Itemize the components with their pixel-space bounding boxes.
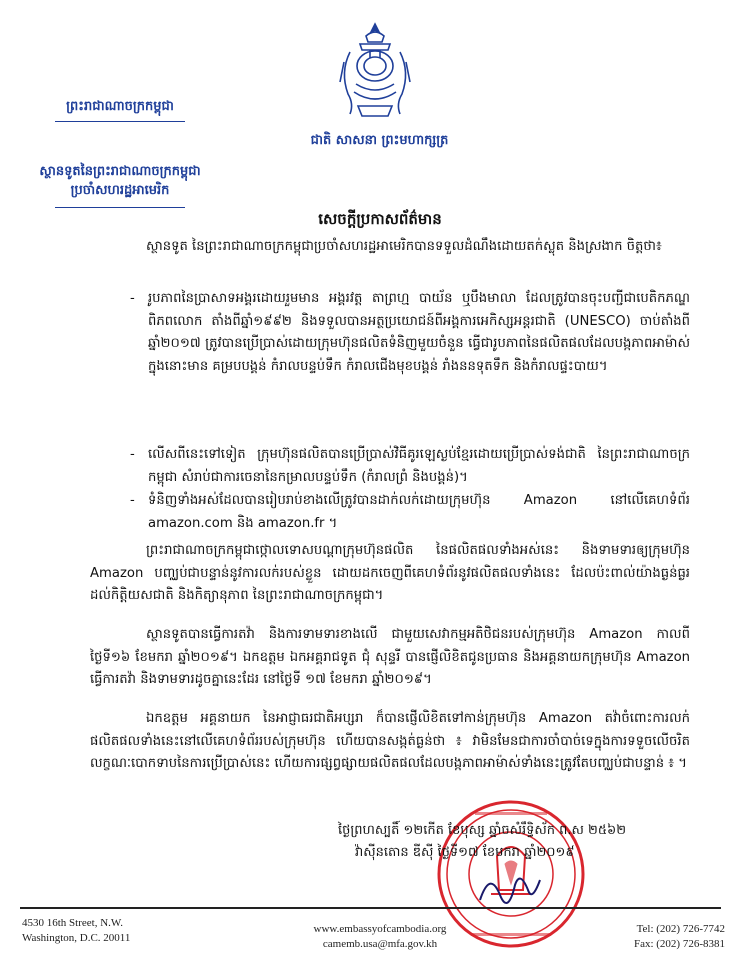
kingdom-name: ព្រះរាជាណាចក្រកម្ពុជា bbox=[66, 99, 174, 114]
footer-address bbox=[22, 916, 212, 946]
list-item: - រូបភាពនៃប្រាសាទអង្គរដោយរួមមាន អង្គរវត្ត តាព្រហ្ម បាយ័ន ឬបឹងមាលា ដែលត្រូវបានចុះបញ្ជីជាបេតិកភណ្ឌពិភពលោក តាំងពីឆ្នាំ១៩៩២ និងទទួលបានអត្ថប្រយោជន៍ពីអង្គការអេកិស្សអន្តរជាតិ (UNESCO) ចាប់តាំងពីឆ្នាំ២០១៧ ត្រូវបានប្រើប្រាស់ដោយក្រុមហ៊ុនផលិតទំនិញមួយចំនួន ធ្វើជារូបភាពនៃផលិតផលដែលបង្កភាពអាម៉ាស់ ក្នុងនោះមាន គម្របបង្គន់ កំរាលបន្ទប់ទឹក កំរាលជើងមុខបង្គន់ រាំងននទុតទឹក និងកំរាលផ្ទះបាយ។ bbox=[130, 288, 690, 438]
footer-contact bbox=[290, 922, 470, 952]
address-line: Washington, D.C. 20011 bbox=[22, 932, 131, 944]
date-line-lunar: ថ្ងៃព្រហស្បតិ៍ ១២កើត ខែបុស្ស ឆ្នាំចសំរឹទ្ធិស័ក ព.ស ២៥៦២ bbox=[338, 823, 627, 838]
list-item: - លើសពីនេះទៅទៀត ក្រុមហ៊ុនផលិតបានប្រើប្រាស់វិធីគូរឡេស្ងប់ខ្មែរដោយប្រើប្រាស់ទង់ជាតិ នៃព្រះរាជាណាចក្រកម្ពុជា សំរាប់ជាការចេនានៃកម្រាលបន្ទប់ទឹក (កំរាលព្រំ និងបង្គន់)។ bbox=[130, 444, 690, 492]
signature-icon bbox=[470, 860, 550, 920]
website-link[interactable]: www.embassyofcambodia.org bbox=[313, 923, 447, 935]
email-link[interactable]: camemb.usa@mfa.gov.kh bbox=[322, 938, 438, 950]
intro-paragraph: ស្ថានទូត នៃព្រះរាជាណាចក្រកម្ពុជាប្រចាំសហរដ្ឋអាមេរិកបានទទួលដំណឹងដោយតក់ស្លុត និងស្រងាក ចិត្តថា៖ bbox=[146, 239, 662, 254]
paragraph: ព្រះរាជាណាចក្រកម្ពុជាថ្កោលទោសបណ្តាក្រុមហ៊ុនផលិត នៃផលិតផលទាំងអស់នេះ និងទាមទារឲ្យក្រុមហ៊ុន Amazon បញ្ឈប់ជាបន្ទាន់នូវការលក់របស់ខ្លួន ដោយដកចេញពីគេហទំព័រនូវផលិតផលទាំងនេះ ដែលប៉ះពាល់យ៉ាងធ្ងន់ធ្ងរដល់កិត្តិយសជាតិ និងកិត្យានុភាព នៃព្រះរាជាណាចក្រកម្ពុជា។ bbox=[90, 543, 690, 603]
list-item: - ទំនិញទាំងអស់ដែលបានរៀបរាប់ខាងលើត្រូវបានដាក់លក់ដោយក្រុមហ៊ុន Amazon នៅលើគេហទំព័រ amazon.com និង amazon.fr ។ bbox=[130, 490, 690, 538]
footer-phone bbox=[600, 922, 725, 952]
bullet-text: ទំនិញទាំងអស់ដែលបានរៀបរាប់ខាងលើត្រូវបានដាក់លក់ដោយក្រុមហ៊ុន Amazon នៅលើគេហទំព័រ amazon.com និង amazon.fr ។ bbox=[148, 493, 690, 531]
address-line: 4530 16th Street, N.W. bbox=[22, 917, 124, 929]
embassy-name: ស្ថានទូតនៃព្រះរាជាណាចក្រកម្ពុជា bbox=[39, 164, 201, 179]
bullet-text: លើសពីនេះទៅទៀត ក្រុមហ៊ុនផលិតបានប្រើប្រាស់វិធីគូរឡេស្ងប់ខ្មែរដោយប្រើប្រាស់ទង់ជាតិ នៃព្រះរាជាណាចក្រកម្ពុជា សំរាប់ជាការចេនានៃកម្រាលបន្ទប់ទឹក (កំរាលព្រំ និងបង្គន់)។ bbox=[148, 447, 690, 485]
fax-number: Fax: (202) 726-8381 bbox=[633, 938, 725, 950]
embassy-subtitle: ប្រចាំសហរដ្ឋអាមេរិក bbox=[70, 183, 170, 198]
phone-number: Tel: (202) 726-7742 bbox=[636, 923, 725, 935]
divider bbox=[55, 207, 185, 208]
page-title: សេចក្តីប្រកាសព័ត៌មាន bbox=[318, 210, 442, 228]
royal-emblem-icon bbox=[330, 22, 420, 122]
paragraph: ស្ថានទូតបានធ្វើការតវ៉ា និងការទាមទារខាងលើ ជាមួយសេវាកម្មអតិថិជនរបស់ក្រុមហ៊ុន Amazon កាលពីថ្ងៃទី១៦ ខែមករា ឆ្នាំ២០១៩។ ឯកឧត្តម ឯកអគ្គរាជទូត ជុំ សុន្ទរី បានផ្ញើលិខិតជូនប្រធាន និងអគ្គនាយកក្រុមហ៊ុន Amazon ធ្វើការតវ៉ា និងទាមទារដូចគ្នានេះដែរ នៅថ្ងៃទី ១៧ ខែមករា ឆ្នាំ២០១៩។ bbox=[90, 627, 690, 687]
national-motto: ជាតិ សាសនា ព្រះមហាក្សត្រ bbox=[310, 133, 449, 148]
footer-divider bbox=[20, 907, 721, 909]
paragraph: ឯកឧត្តម អគ្គនាយក នៃអាជ្ញាធរជាតិអប្សរា ក៏បានផ្ញើលិខិតទៅកាន់ក្រុមហ៊ុន Amazon តវ៉ាចំពោះការលក់ផលិតផលទាំងនេះនៅលើគេហទំព័ររបស់ក្រុមហ៊ុន ហើយបានសង្កត់ធ្ងន់ថា ៖ វាមិនមែនជាការចាំបាច់ទេក្នុងការទទួចលើចរិតលក្ខណៈបោកទាបនៃការប្រើប្រាស់នេះ ហើយការផ្សព្វផ្សាយផលិតផលដែលបង្កភាពអាម៉ាស់ទាំងនេះត្រូវតែបញ្ឈប់ជាបន្ទាន់ ៖ ។ bbox=[90, 711, 690, 771]
date-line-gregorian: វ៉ាស៊ីនតោន ឌីស៊ី ថ្ងៃទី១៧ ខែមករា ឆ្នាំ២០១៩ bbox=[355, 845, 575, 860]
bullet-text: រូបភាពនៃប្រាសាទអង្គរដោយរួមមាន អង្គរវត្ត តាព្រហ្ម បាយ័ន ឬបឹងមាលា ដែលត្រូវបានចុះបញ្ជីជាបេតិកភណ្ឌពិភពលោក តាំងពីឆ្នាំ១៩៩២ និងទទួលបានអត្ថប្រយោជន៍ពីអង្គការអេកិស្សអន្តរជាតិ (UNESCO) ចាប់តាំងពីឆ្នាំ២០១៧ ត្រូវបានប្រើប្រាស់ដោយក្រុមហ៊ុនផលិតទំនិញមួយចំនួន ធ្វើជារូបភាពនៃផលិតផលដែលបង្កភាពអាម៉ាស់ ក្នុងនោះមាន គម្របបង្គន់ កំរាលបន្ទប់ទឹក កំរាលជើងមុខបង្គន់ រាំងននទុតទឹក និងកំរាលផ្ទះបាយ។ bbox=[148, 291, 690, 374]
divider bbox=[55, 121, 185, 122]
